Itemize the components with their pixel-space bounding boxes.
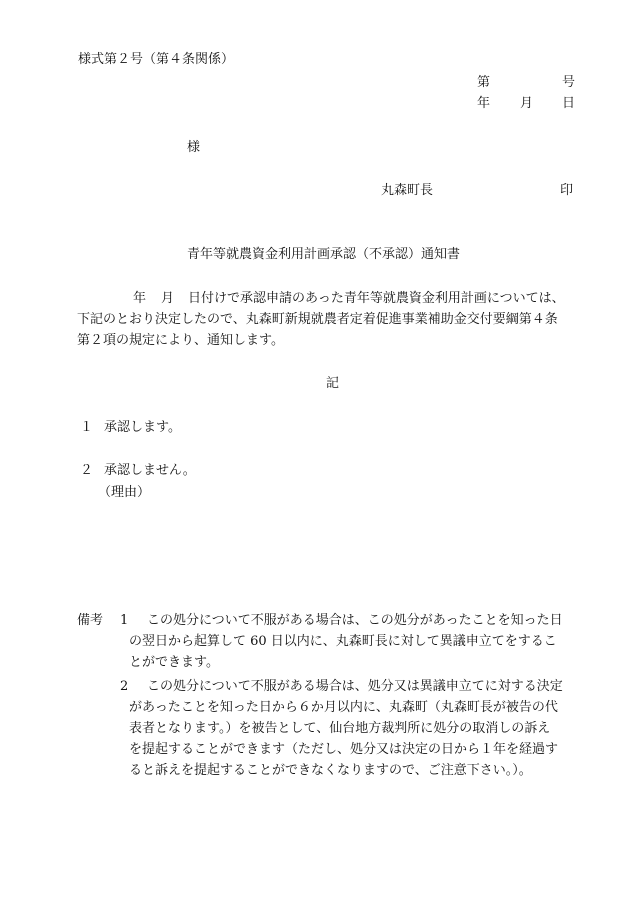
document-number-prefix: 第 (477, 75, 491, 90)
remark-2-line-4: を提起することができます（ただし、処分又は決定の日から１年を経過す (129, 742, 559, 757)
date-year: 年 (477, 96, 491, 111)
body-line-1: 日付けで承認申請のあった青年等就農資金利用計画については、 (188, 291, 565, 306)
document-title: 青年等就農資金利用計画承認（不承認）通知書 (187, 247, 461, 262)
issuer-name: 丸森町長 (381, 183, 434, 198)
remark-2-line-1: この処分について不服がある場合は、処分又は異議申立てに対する決定 (147, 679, 563, 694)
remark-2-line-5: ると訴えを提起することができなくなりますので、ご注意下さい。）。 (129, 763, 532, 778)
body-month: 月 (161, 291, 175, 306)
remark-2-number: 2 (120, 679, 129, 694)
date-month: 月 (520, 96, 534, 111)
ki-heading: 記 (326, 376, 340, 391)
remark-1-text-rest (129, 631, 557, 673)
form-number-label: 様式第２号（第４条関係） (78, 52, 235, 67)
document-number-suffix: 号 (562, 75, 576, 90)
addressee-suffix: 様 (187, 140, 201, 155)
remark-1-number: 1 (120, 613, 129, 628)
option-1-number: １ (80, 420, 94, 435)
remark-1-line-2: の翌日から起算して 60 日以内に、丸森町長に対して異議申立てをするこ (129, 634, 557, 649)
option-2-text: 承認しません。 (104, 463, 196, 478)
remark-2-line-2: があったことを知った日から６か月以内に、丸森町（丸森町長が被告の代 (129, 700, 558, 715)
remark-2-text-first (147, 676, 563, 697)
remark-1-line-1: この処分について不服がある場合は、この処分があったことを知った日 (147, 613, 563, 628)
body-line-3: 第２項の規定により、通知します。 (77, 333, 284, 348)
option-2-number: ２ (80, 463, 94, 478)
remark-1-line-3: とができます。 (129, 655, 219, 670)
remarks-label: 備考 (77, 613, 104, 628)
seal-mark: 印 (560, 183, 574, 198)
date-day: 日 (562, 96, 576, 111)
remark-1-text-first (147, 610, 563, 631)
reason-label: （理由） (98, 485, 151, 500)
remark-2-line-3: 表者となります。）を被告として、仙台地方裁判所に処分の取消しの訴え (129, 721, 551, 736)
body-line-2: 下記のとおり決定したので、丸森町新規就農者定着促進事業補助金交付要綱第４条 (77, 312, 558, 327)
option-1-text: 承認します。 (104, 420, 181, 435)
body-year: 年 (133, 291, 147, 306)
remark-2-text-rest (129, 697, 558, 781)
